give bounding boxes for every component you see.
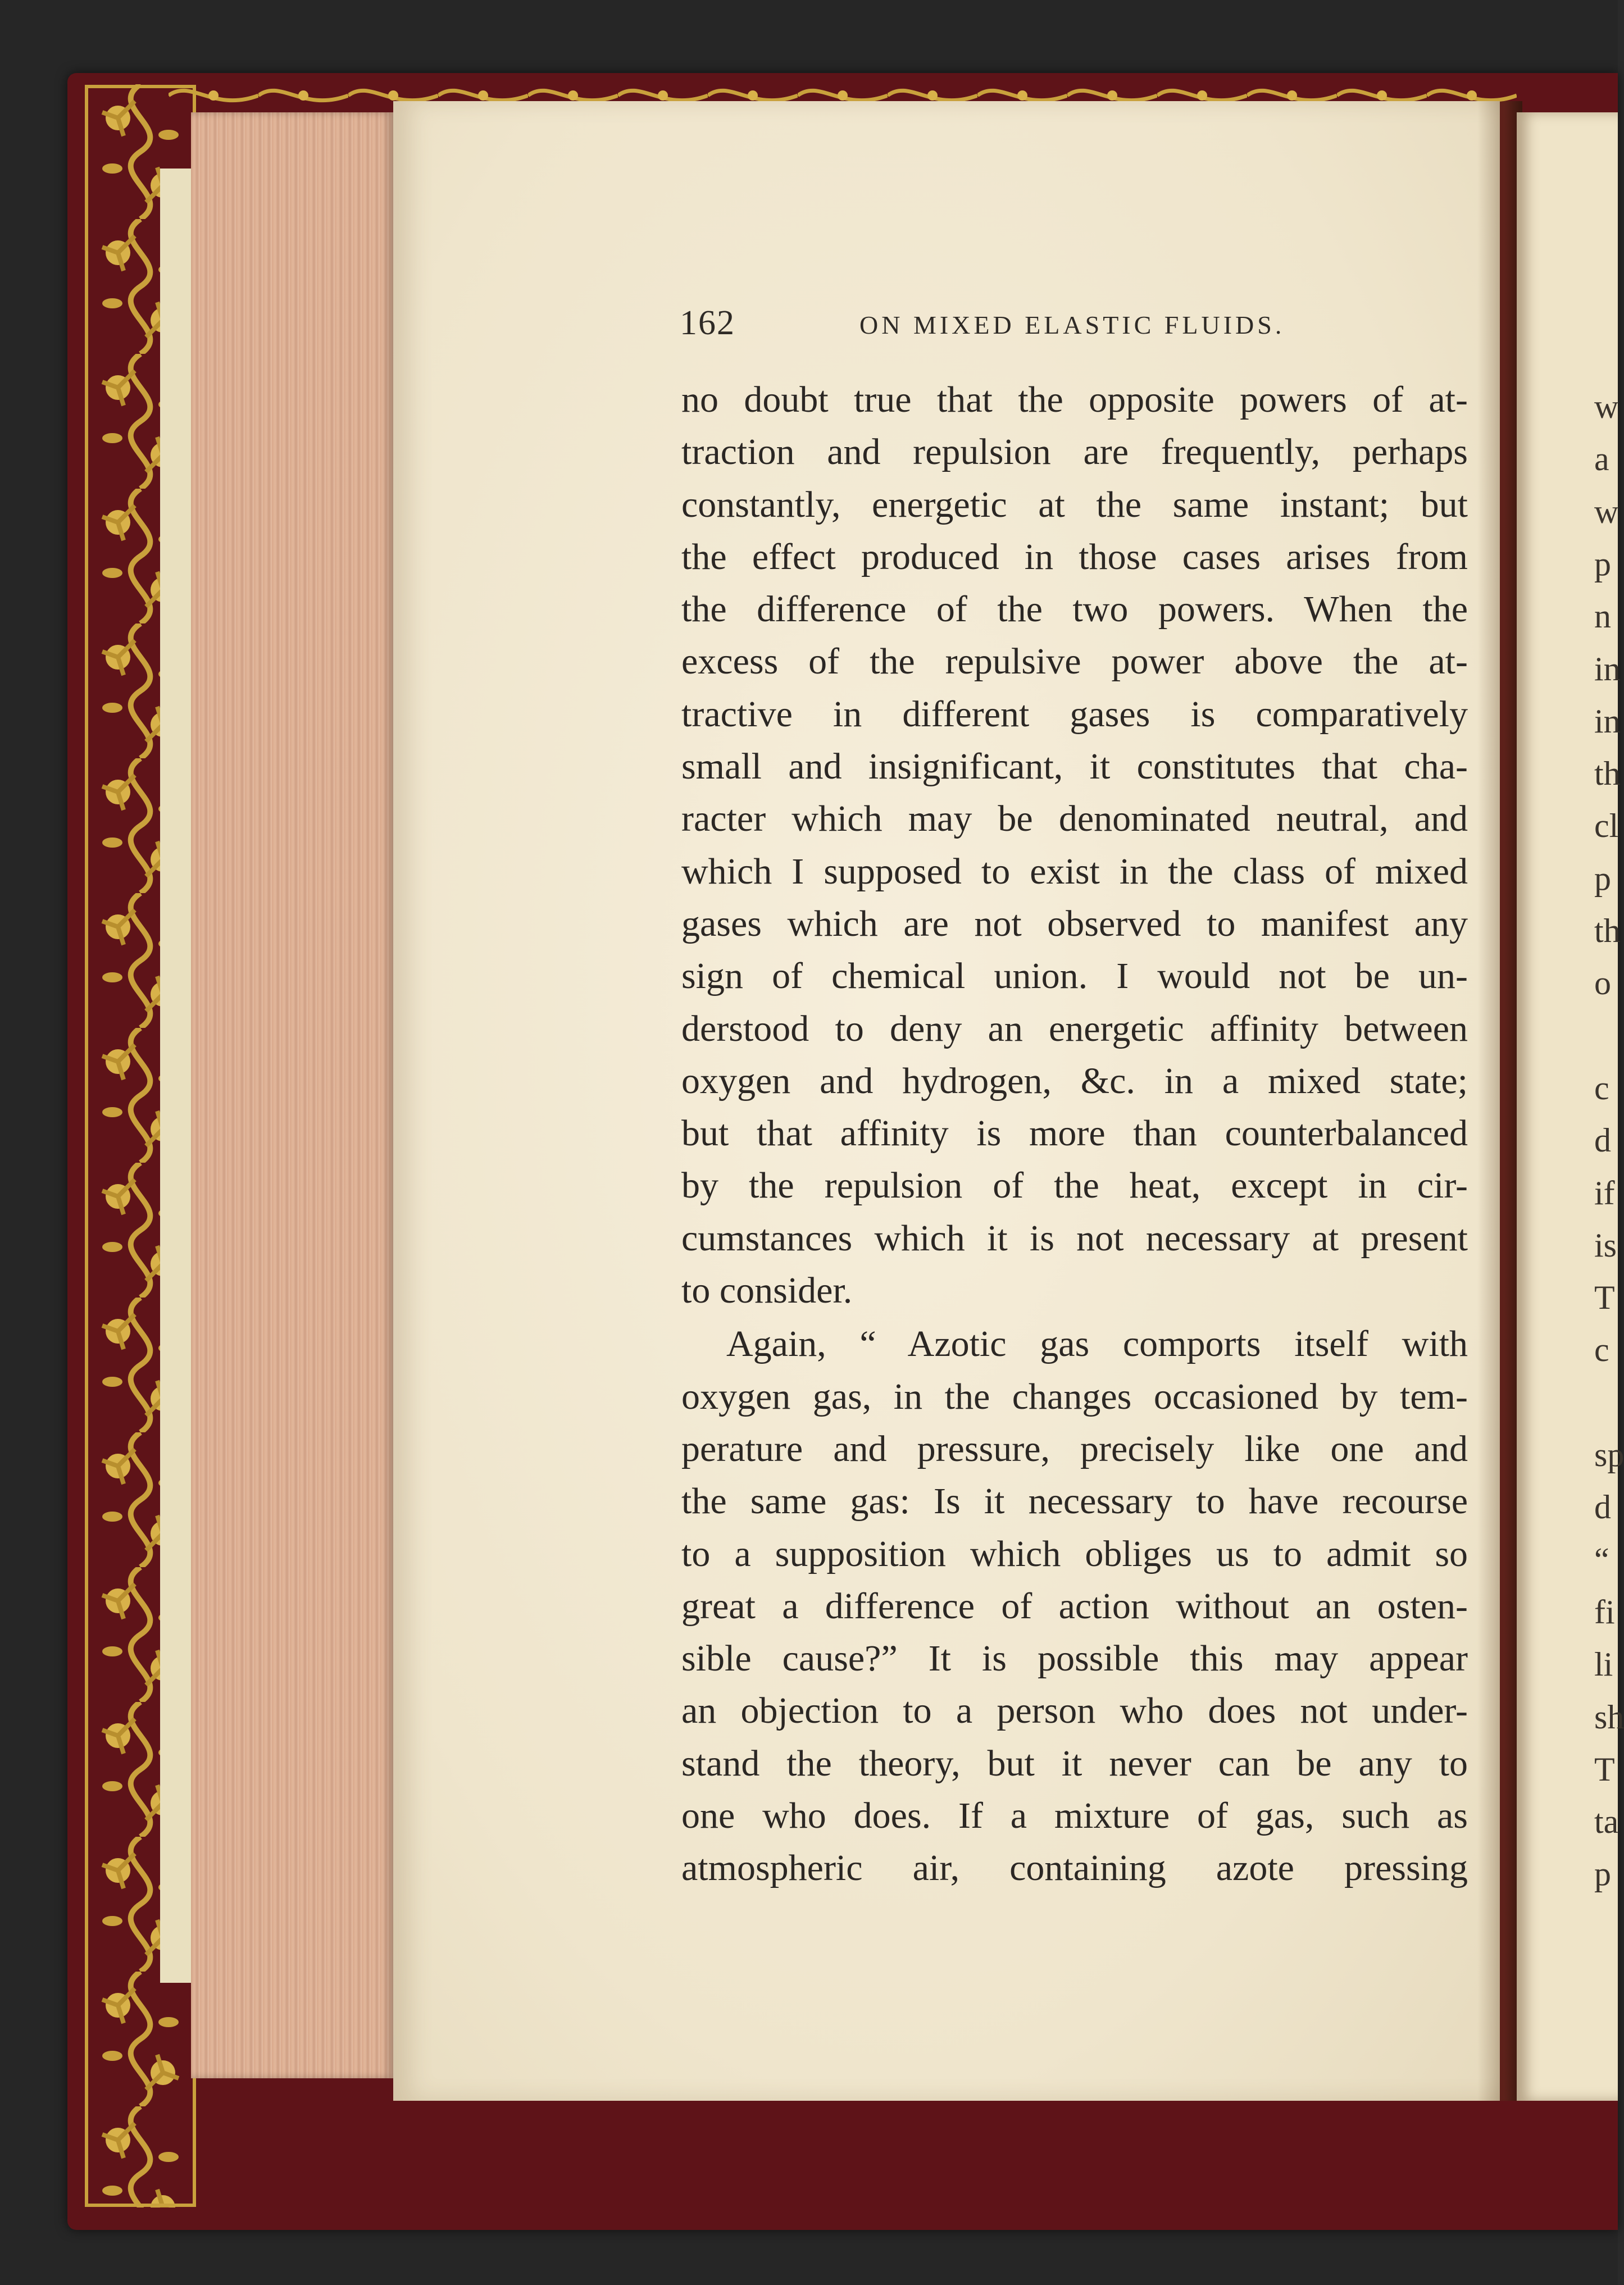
text-line: Again, “ Azotic gas comports itself with bbox=[726, 1323, 1468, 1365]
facing-page-line: li bbox=[1594, 1646, 1613, 1683]
text-line: by the repulsion of the heat, except in cir- bbox=[681, 1165, 1468, 1207]
facing-page-line: n bbox=[1594, 598, 1611, 635]
text-line: great a difference of action without an osten- bbox=[681, 1585, 1468, 1627]
paragraph bbox=[681, 1318, 1468, 1894]
facing-page-line: sh bbox=[1594, 1698, 1624, 1736]
facing-page-line: T bbox=[1594, 1750, 1615, 1788]
text-line: perature and pressure, precisely like one and bbox=[681, 1428, 1468, 1469]
running-head bbox=[680, 303, 1354, 348]
facing-page-line: a bbox=[1594, 440, 1609, 478]
text-line: constantly, energetic at the same instant; but bbox=[681, 484, 1468, 525]
text-line: stand the theory, but it never can be any to bbox=[681, 1742, 1468, 1784]
text-line: but that affinity is more than counterbalanced bbox=[681, 1113, 1468, 1154]
text-line: sible cause?” It is possible this may appear bbox=[681, 1638, 1468, 1679]
text-line: an objection to a person who does not under- bbox=[681, 1690, 1468, 1732]
facing-page-line: in bbox=[1594, 702, 1621, 740]
text-line: small and insignificant, it constitutes that cha- bbox=[681, 746, 1468, 788]
page-number: 162 bbox=[680, 304, 735, 342]
facing-page-line: sp bbox=[1594, 1436, 1624, 1473]
text-line: derstood to deny an energetic affinity between bbox=[681, 1008, 1468, 1049]
text-line: racter which may be denominated neutral, and bbox=[681, 798, 1468, 840]
page-gutter-shadow bbox=[1477, 101, 1522, 2101]
page-header-title: ON MIXED ELASTIC FLUIDS. bbox=[859, 311, 1285, 339]
facing-page-line: w bbox=[1594, 493, 1619, 530]
facing-page-line: is bbox=[1594, 1226, 1617, 1264]
facing-page-line: p bbox=[1594, 545, 1611, 582]
facing-page-line: fi bbox=[1594, 1593, 1615, 1631]
text-line: one who does. If a mixture of gas, such as bbox=[681, 1795, 1468, 1837]
facing-page-line: if bbox=[1594, 1174, 1615, 1212]
facing-page-line: o bbox=[1594, 964, 1611, 1002]
text-line: gases which are not observed to manifest any bbox=[681, 903, 1468, 944]
text-line: oxygen gas, in the changes occasioned by tem- bbox=[681, 1376, 1468, 1417]
text-line: atmospheric air, containing azote pressing bbox=[681, 1847, 1468, 1889]
text-line: which I supposed to exist in the class of mixed bbox=[681, 850, 1468, 892]
text-line: cumstances which it is not necessary at present bbox=[681, 1217, 1468, 1259]
facing-page-line: c bbox=[1594, 1331, 1609, 1369]
facing-page-line: “ bbox=[1594, 1541, 1609, 1578]
paragraph bbox=[681, 374, 1468, 1317]
text-line: sign of chemical union. I would not be un- bbox=[681, 955, 1468, 997]
facing-page-line: th bbox=[1594, 755, 1621, 793]
facing-page-line: in bbox=[1594, 650, 1621, 688]
text-line: oxygen and hydrogen, &c. in a mixed state; bbox=[681, 1060, 1468, 1101]
text-line: the effect produced in those cases arises from bbox=[681, 536, 1468, 577]
facing-page-line: th bbox=[1594, 912, 1621, 949]
facing-page-line: d bbox=[1594, 1122, 1611, 1159]
text-line: to a supposition which obliges us to admit so bbox=[681, 1533, 1468, 1574]
facing-page-line: c bbox=[1594, 1069, 1609, 1107]
text-line: to consider. bbox=[681, 1270, 853, 1312]
facing-page-line: p bbox=[1594, 1855, 1611, 1893]
text-line: excess of the repulsive power above the at- bbox=[681, 641, 1468, 682]
page-edges bbox=[191, 112, 393, 2078]
facing-page-line: d bbox=[1594, 1489, 1611, 1526]
endpaper bbox=[160, 169, 194, 1983]
facing-page-line: w bbox=[1594, 388, 1619, 425]
body-text bbox=[681, 374, 1468, 1895]
facing-page-line: ta bbox=[1594, 1803, 1619, 1841]
text-line: tractive in different gases is comparatively bbox=[681, 693, 1468, 735]
text-line: the same gas: Is it necessary to have recourse bbox=[681, 1481, 1468, 1522]
text-line: traction and repulsion are frequently, perhaps bbox=[681, 431, 1468, 473]
facing-page-line: p bbox=[1594, 859, 1611, 897]
facing-page-line: T bbox=[1594, 1279, 1615, 1317]
facing-page-line: cl bbox=[1594, 807, 1619, 845]
text-line: no doubt true that the opposite powers of at- bbox=[681, 379, 1468, 420]
text-line: the difference of the two powers. When the bbox=[681, 589, 1468, 630]
